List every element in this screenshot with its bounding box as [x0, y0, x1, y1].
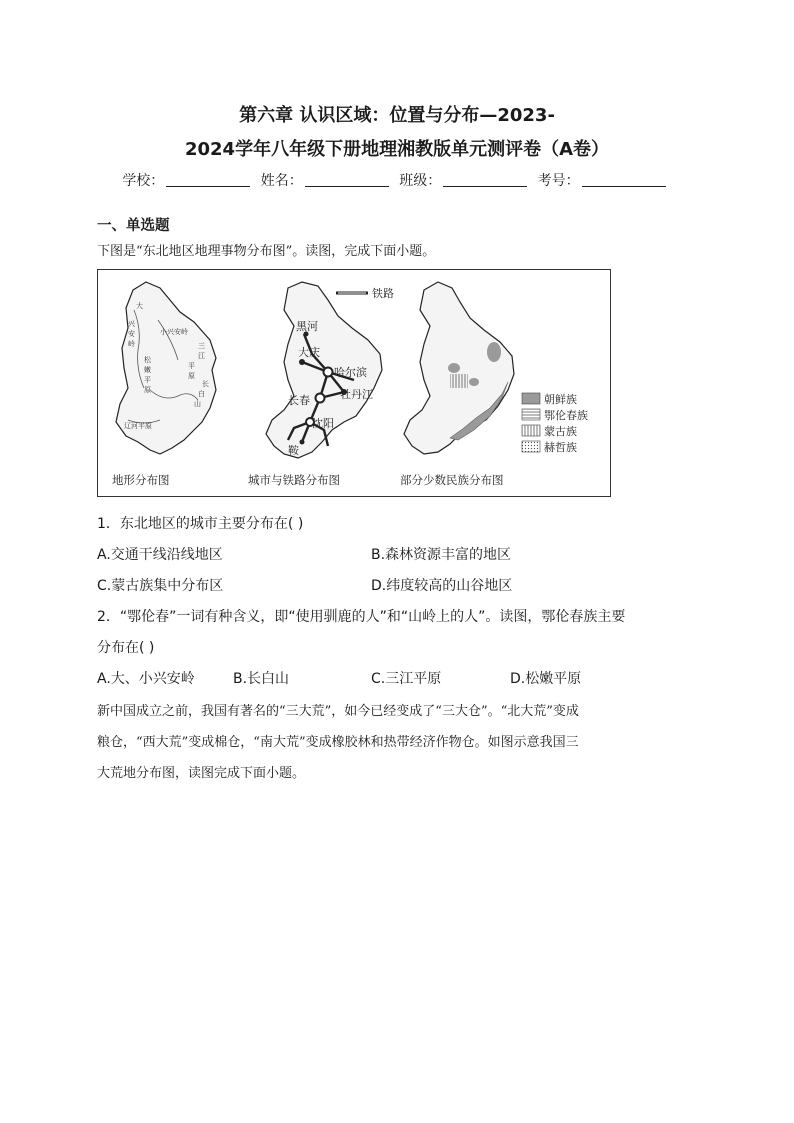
- q1-option-b[interactable]: B.森林资源丰富的地区: [371, 547, 512, 563]
- terrain-label-jiang: 江: [198, 352, 205, 360]
- question-2-stem-line2: 分布在( ): [97, 640, 155, 656]
- terrain-label-shan: 山: [194, 400, 201, 408]
- terrain-label-san: 三: [198, 342, 205, 350]
- legend-swatch-korean: [522, 393, 540, 404]
- terrain-label-song: 松: [144, 356, 151, 364]
- city-railway-map: [248, 282, 394, 487]
- page-title-line2: 2024学年八年级下册地理湘教版单元测评卷（A卷）: [184, 139, 610, 160]
- city-marker-changchun: [316, 394, 325, 403]
- question-2-stem-line1: 2．“鄂伦春”一词有种含义，即“使用驯鹿的人”和“山岭上的人”。读图，鄂伦春族主要: [97, 609, 626, 625]
- city-marker-daqing: [299, 359, 305, 365]
- school-label: 学校：: [122, 173, 165, 189]
- terrain-map-caption: 地形分布图: [112, 473, 170, 487]
- intro-text: 下图是“东北地区地理事物分布图”。读图，完成下面小题。: [97, 244, 436, 259]
- q2-option-c[interactable]: C.三江平原: [371, 671, 442, 687]
- legend-swatch-hezhe: [522, 441, 540, 452]
- q2-option-a[interactable]: A.大、小兴安岭: [97, 671, 195, 687]
- terrain-label-yuan1: 原: [144, 386, 151, 394]
- legend-label-korean: 朝鲜族: [544, 393, 577, 406]
- q2-option-d[interactable]: D.松嫩平原: [510, 671, 582, 687]
- city-label-harbin: 哈尔滨: [334, 366, 367, 379]
- terrain-label-xing: 兴: [128, 320, 135, 328]
- city-label-changchun: 长春: [288, 394, 310, 407]
- terrain-label-xiaoxinganling: 小兴安岭: [160, 328, 188, 336]
- passage-line3: 大荒地分布图，读图完成下面小题。: [97, 766, 306, 781]
- city-label-daqing: 大庆: [298, 346, 320, 359]
- q1-option-c[interactable]: C.蒙古族集中分布区: [97, 578, 224, 594]
- question-1-stem: 1．东北地区的城市主要分布在( ): [97, 516, 304, 532]
- railway-legend-label: 铁路: [372, 287, 394, 300]
- passage-line1: 新中国成立之前，我国有著名的“三大荒”，如今已经变成了“三大仓”。“北大荒”变成: [97, 704, 579, 719]
- terrain-label-da: 大: [136, 302, 143, 310]
- section-title: 一、单选题: [97, 218, 170, 234]
- city-label-heihe: 黑河: [296, 320, 318, 333]
- terrain-label-bai: 白: [198, 390, 205, 398]
- legend-swatch-mongol: [522, 425, 540, 436]
- city-marker-anshan: [300, 440, 305, 445]
- q1-option-a[interactable]: A.交通干线沿线地区: [97, 547, 223, 563]
- northeast-map-figure: [97, 269, 611, 497]
- exam-no-blank[interactable]: [582, 172, 666, 187]
- terrain-label-nen: 嫩: [144, 366, 151, 374]
- class-blank[interactable]: [443, 172, 527, 187]
- q1-option-d[interactable]: D.纬度较高的山谷地区: [371, 578, 513, 594]
- railway-legend: [336, 286, 394, 300]
- school-blank[interactable]: [166, 172, 250, 187]
- terrain-label-yuan2: 原: [188, 372, 195, 380]
- page-title-line1: 第六章 认识区域：位置与分布—2023-: [239, 105, 555, 126]
- exam-no-label: 考号：: [537, 173, 580, 189]
- terrain-label-ping2: 平: [188, 362, 195, 370]
- city-marker-harbin: [324, 368, 333, 377]
- student-info-row: [0, 170, 794, 190]
- terrain-label-ping1: 平: [144, 376, 151, 384]
- korean-patch-1: [487, 342, 501, 362]
- terrain-label-chang: 长: [202, 380, 209, 388]
- city-label-an: 鞍: [288, 444, 299, 457]
- class-label: 班级：: [399, 173, 442, 189]
- passage-line2: 粮仓，“西大荒”变成棉仓，“南大荒”变成橡胶林和热带经济作物仓。如图示意我国三: [97, 735, 579, 750]
- legend-label-oroqen: 鄂伦春族: [544, 409, 588, 422]
- korean-patch-3: [448, 363, 460, 373]
- q2-option-b[interactable]: B.长白山: [233, 671, 290, 687]
- ethnic-map: [400, 282, 588, 487]
- mongol-area: [450, 374, 468, 388]
- legend-label-hezhe: 赫哲族: [544, 441, 577, 454]
- legend-swatch-oroqen: [522, 409, 540, 420]
- korean-patch-2: [469, 378, 479, 386]
- terrain-label-ling: 岭: [128, 340, 135, 348]
- map-figure-svg: [98, 270, 612, 498]
- terrain-label-an: 安: [128, 330, 135, 338]
- city-label-shenyang: 沈阳: [312, 417, 334, 430]
- terrain-map: [112, 282, 216, 487]
- name-blank[interactable]: [305, 172, 389, 187]
- terrain-label-liaohe: 辽河平原: [124, 422, 152, 430]
- ethnic-legend: [522, 392, 588, 454]
- ethnic-map-caption: 部分少数民族分布图: [400, 473, 504, 487]
- city-map-caption: 城市与铁路分布图: [248, 473, 340, 487]
- name-label: 姓名：: [260, 173, 303, 189]
- legend-label-mongol: 蒙古族: [544, 425, 577, 438]
- city-label-mudanjiang: 牡丹江: [340, 388, 373, 401]
